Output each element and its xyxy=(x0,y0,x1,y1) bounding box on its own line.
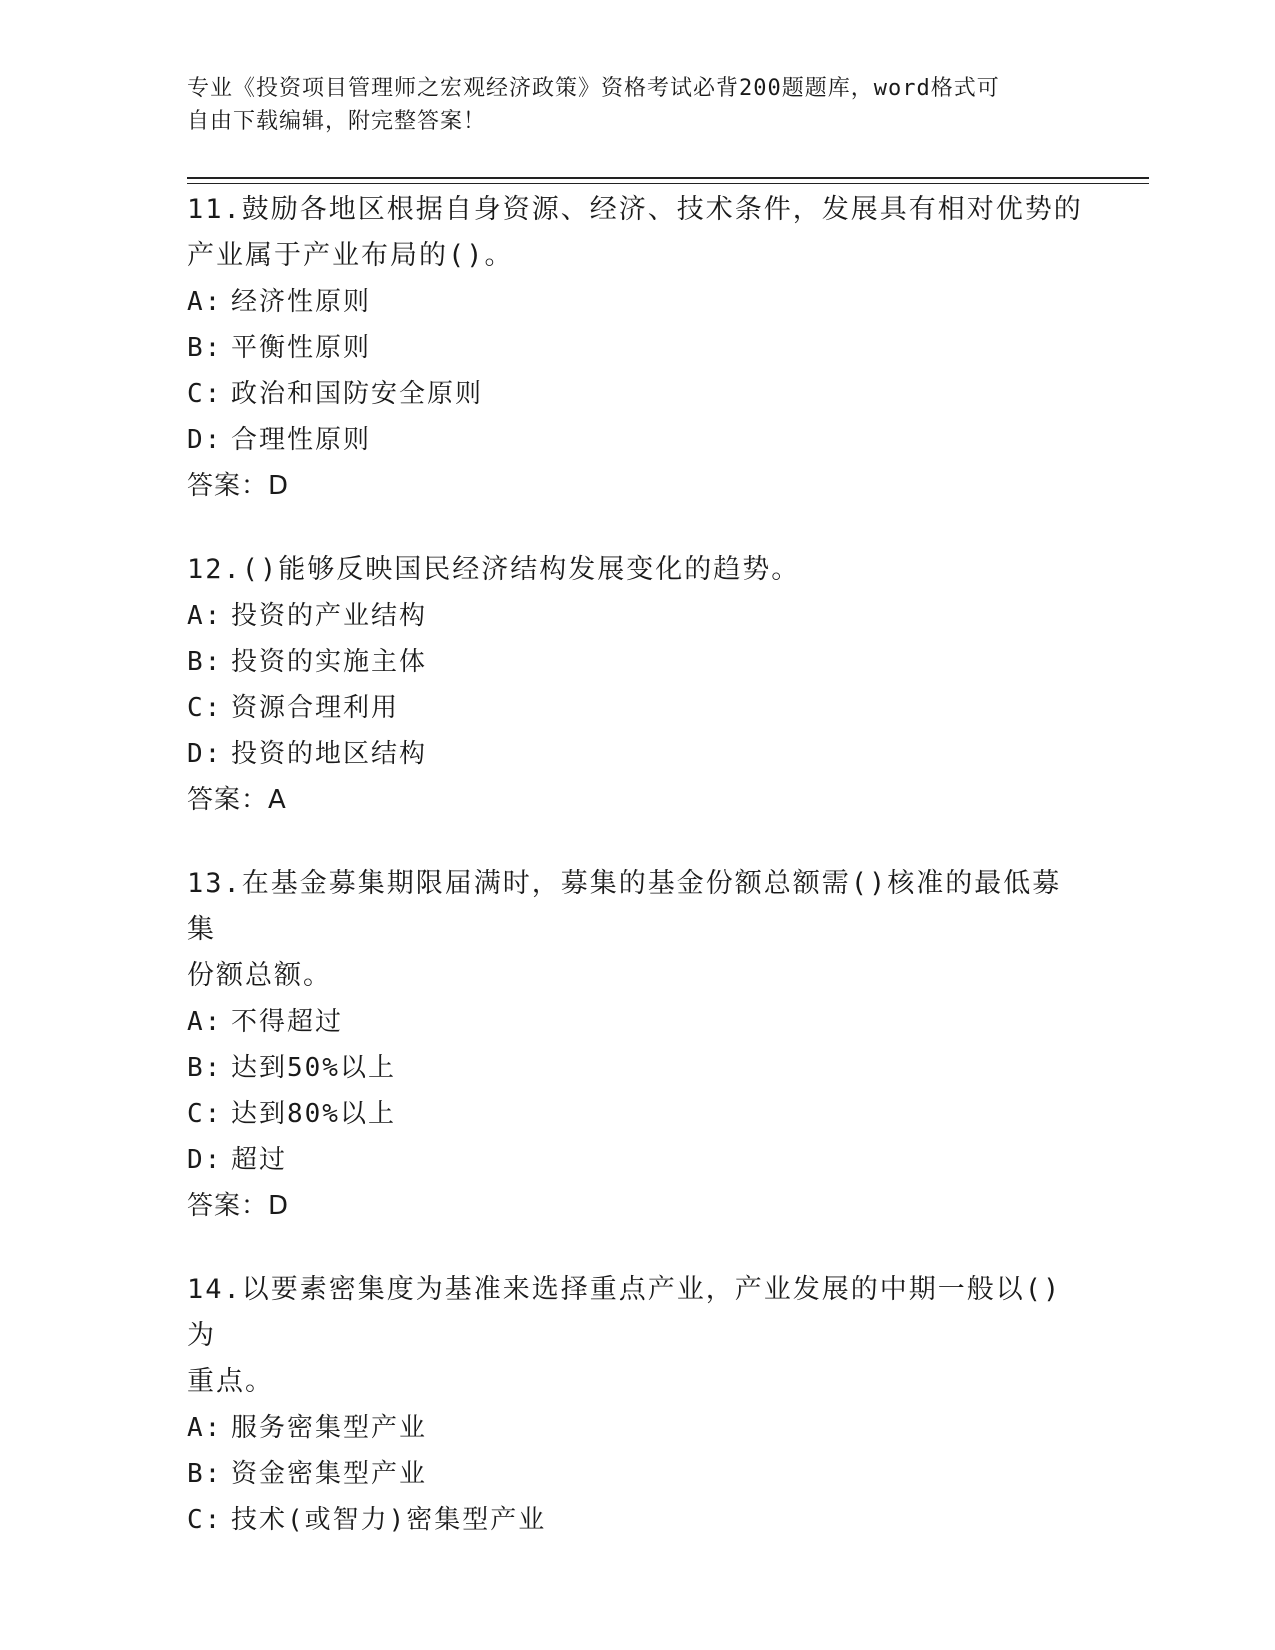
option-text: 不得超过 xyxy=(231,1007,344,1037)
option-a xyxy=(187,279,1087,325)
question-item xyxy=(187,187,1087,509)
option-text: 合理性原则 xyxy=(231,425,372,455)
question-stem-line: 重点。 xyxy=(187,1366,274,1397)
option-a xyxy=(187,593,1087,639)
option-key: C: xyxy=(187,1505,223,1535)
question-item xyxy=(187,547,1087,823)
option-key: B: xyxy=(187,647,223,677)
option-key: A: xyxy=(187,287,223,317)
question-stem-line: 12.()能够反映国民经济结构发展变化的趋势。 xyxy=(187,554,801,585)
option-text: 达到50%以上 xyxy=(231,1053,396,1083)
option-text: 技术(或智力)密集型产业 xyxy=(231,1505,547,1535)
option-d xyxy=(187,417,1087,463)
option-text: 资金密集型产业 xyxy=(231,1459,428,1489)
question-stem-line: 份额总额。 xyxy=(187,960,332,991)
option-c xyxy=(187,371,1087,417)
option-text: 经济性原则 xyxy=(231,287,372,317)
option-b xyxy=(187,1451,1087,1497)
question-stem-line: 11.鼓励各地区根据自身资源、经济、技术条件，发展具有相对优势的 xyxy=(187,194,1083,225)
question-item xyxy=(187,861,1087,1229)
option-key: B: xyxy=(187,1053,223,1083)
option-a xyxy=(187,999,1087,1045)
question-list xyxy=(187,187,1087,1581)
option-d xyxy=(187,1137,1087,1183)
option-c xyxy=(187,685,1087,731)
question-item xyxy=(187,1267,1087,1543)
question-stem-line: 14.以要素密集度为基准来选择重点产业，产业发展的中期一般以()为 xyxy=(187,1274,1062,1351)
header-line-2: 自由下载编辑，附完整答案！ xyxy=(187,109,487,134)
option-text: 资源合理利用 xyxy=(231,693,400,723)
question-stem-line: 13.在基金募集期限届满时，募集的基金份额总额需()核准的最低募集 xyxy=(187,868,1062,945)
option-key: B: xyxy=(187,1459,223,1489)
option-text: 政治和国防安全原则 xyxy=(231,379,484,409)
option-c xyxy=(187,1497,1087,1543)
option-text: 投资的产业结构 xyxy=(231,601,428,631)
header-line-1: 专业《投资项目管理师之宏观经济政策》资格考试必背200题题库，word格式可 xyxy=(187,76,1000,101)
option-key: C: xyxy=(187,693,223,723)
document-header xyxy=(187,72,1067,138)
question-stem-line: 产业属于产业布局的()。 xyxy=(187,240,514,271)
option-key: D: xyxy=(187,1145,223,1175)
option-key: D: xyxy=(187,739,223,769)
option-a xyxy=(187,1405,1087,1451)
option-key: A: xyxy=(187,1413,223,1443)
option-text: 投资的地区结构 xyxy=(231,739,428,769)
option-text: 超过 xyxy=(231,1145,288,1175)
option-c xyxy=(187,1091,1087,1137)
option-key: A: xyxy=(187,1007,223,1037)
answer-label: 答案：D xyxy=(187,471,290,501)
header-divider-thick xyxy=(187,177,1149,179)
option-text: 服务密集型产业 xyxy=(231,1413,428,1443)
option-text: 达到80%以上 xyxy=(231,1099,396,1129)
option-b xyxy=(187,1045,1087,1091)
header-divider-thin xyxy=(187,183,1149,184)
option-key: A: xyxy=(187,601,223,631)
option-key: C: xyxy=(187,1099,223,1129)
answer-label: 答案：A xyxy=(187,785,287,815)
option-text: 投资的实施主体 xyxy=(231,647,428,677)
option-b xyxy=(187,639,1087,685)
option-key: C: xyxy=(187,379,223,409)
answer-label: 答案：D xyxy=(187,1191,290,1221)
option-key: D: xyxy=(187,425,223,455)
option-b xyxy=(187,325,1087,371)
option-key: B: xyxy=(187,333,223,363)
option-d xyxy=(187,731,1087,777)
option-text: 平衡性原则 xyxy=(231,333,372,363)
